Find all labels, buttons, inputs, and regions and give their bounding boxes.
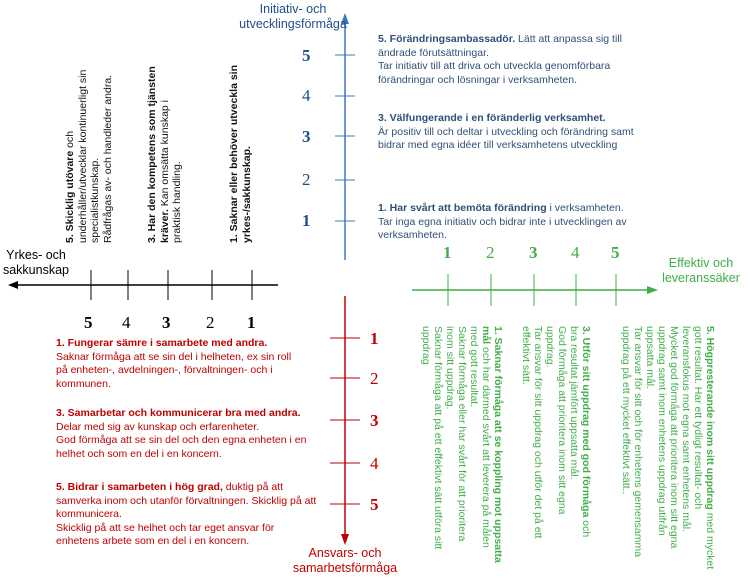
- left-d5-l4: Rådfrågas av- och handleder andra.: [101, 74, 114, 243]
- top-d1-text: i verksamheten.: [546, 202, 624, 214]
- right-d3-l5: Tar ansvar för sitt uppdrag och utför det på ett: [532, 326, 544, 539]
- bottom-d5-l3: kommunicera.: [56, 508, 122, 520]
- bottom-d1-title: 1. Fungerar sämre i samarbete med andra.: [56, 337, 268, 349]
- right-d5-l5: uppdrag samt inom enhetens uppdrag utifrån: [656, 326, 668, 536]
- bottom-d3-l2: Delar med sig av kunskap och erfarenheter.: [56, 420, 260, 433]
- bottom-axis-title-line2: samarbetsförmåga: [292, 561, 398, 575]
- left-d5-l2: underhåller/utvecklar kontinuerligt sin: [76, 69, 89, 243]
- left-description-3: [146, 66, 184, 243]
- right-axis-title: [655, 256, 747, 286]
- left-d3-l3: praktisk handling.: [171, 161, 183, 243]
- right-num-5: 5: [611, 243, 620, 262]
- left-description-5: [64, 70, 114, 243]
- left-d1-title: 1. Saknar eller behöver utveckla sin: [228, 64, 240, 243]
- top-d5-text2: Tar initiativ till att driva och utveckla genomförbara förändringar och lösningar i verksamheten.: [378, 60, 611, 86]
- bottom-d5-title: 5. Bidrar i samarbeten i hög grad,: [56, 481, 223, 493]
- right-d3-title: 3. Utför sitt uppdrag med god förmåga: [580, 326, 592, 518]
- bottom-num-1: 1: [370, 329, 379, 348]
- bottom-axis-arrow: [341, 534, 349, 545]
- bottom-num-4: 4: [370, 454, 379, 473]
- top-num-3: 3: [302, 127, 311, 146]
- right-num-3: 3: [529, 243, 538, 262]
- left-description-1: [228, 65, 253, 243]
- top-d3-title: 3. Välfungerande i en föränderlig verksamhet.: [378, 112, 606, 124]
- top-d5-text: Lätt att anpassa sig till ändrade förutsättningar.: [378, 33, 622, 59]
- right-d5-l6: uppsatta mål.: [644, 326, 656, 390]
- bottom-num-2: 2: [370, 369, 379, 388]
- right-description-1: [420, 326, 504, 563]
- bottom-axis-title: [280, 546, 410, 576]
- bottom-description-5: [56, 481, 341, 549]
- left-axis-title-line1: Yrkes- och: [6, 248, 66, 262]
- top-num-4: 4: [302, 86, 311, 105]
- right-d5-l3: leveransfokus mot egna samt enhetens mål.: [680, 326, 692, 533]
- left-num-5: 5: [84, 313, 93, 332]
- top-axis-title-line2: utvecklingsförmåga: [239, 17, 347, 31]
- left-d1-title2: yrkes-/sakkunskap.: [240, 146, 253, 243]
- bottom-d1-l4: kommunen.: [56, 377, 111, 390]
- right-d5-text: med mycket: [704, 509, 716, 570]
- right-d3-l6: effektivt sätt.: [520, 326, 532, 385]
- top-num-2: 2: [302, 170, 311, 189]
- right-axis-arrow: [647, 286, 658, 294]
- bottom-d1-l3: på enheten-, avdelningen-, förvaltningen- och i: [56, 364, 273, 376]
- bottom-d3-l3: God förmåga att se sin del och den egna enheten i en: [56, 434, 307, 446]
- right-d5-title: 5. Högpresterande inom sitt uppdrag: [704, 326, 716, 510]
- top-d5-title: 5. Förändringsambassadör.: [378, 33, 516, 45]
- bottom-d3-l4: helhet och som en del i en koncern.: [56, 447, 222, 460]
- right-description-3: [520, 326, 592, 538]
- right-num-4: 4: [571, 243, 580, 262]
- right-d1-l7: uppdrag: [420, 326, 432, 365]
- right-d3-l3: God förmåga att prioritera inom sitt egna: [556, 326, 568, 515]
- left-d3-title2: kräver.: [158, 209, 171, 243]
- bottom-d5-text: duktig på att: [222, 481, 284, 493]
- bottom-d3-title: 3. Samarbetar och kommunicerar bra med andra.: [56, 407, 301, 419]
- top-d1-title: 1. Har svårt att bemöta förändring: [378, 202, 547, 214]
- left-num-4: 4: [122, 313, 131, 332]
- right-num-2: 2: [486, 243, 495, 262]
- bottom-num-3: 3: [370, 411, 379, 430]
- top-num-1: 1: [302, 211, 311, 230]
- right-d5-l8: uppdrag på ett mycket effektivt sätt..: [620, 326, 632, 495]
- right-d1-l6: Saknar förmåga att på ett effektivt sätt utföra sitt: [432, 326, 444, 550]
- top-description-5: [378, 33, 643, 87]
- left-num-3: 3: [162, 313, 171, 332]
- left-num-2: 2: [206, 313, 215, 332]
- right-d3-l2: bra resultat jämfört uppsatta mål.: [568, 326, 580, 480]
- left-num-1: 1: [247, 313, 256, 332]
- top-axis-title-line1: Initiativ- och: [259, 2, 327, 16]
- right-d5-l2: gott resultat. Har ett tydligt resultat- och: [692, 326, 704, 510]
- left-d5-title: 5. Skicklig utövare: [64, 150, 76, 243]
- right-d1-title2: mål: [480, 326, 492, 345]
- bottom-d1-l2: Saknar förmåga att se sin del i helheten, ex sin roll: [56, 350, 292, 363]
- top-d3-text: Är positiv till och deltar i utveckling och förändring samt bidrar med egna idéer till verksamhetens utveckling: [378, 125, 634, 151]
- left-d3-text: Kan omsätta kunskap i: [158, 99, 171, 210]
- left-axis-title: [0, 248, 72, 278]
- right-d3-text: och: [580, 517, 592, 538]
- left-axis-arrow: [8, 281, 18, 289]
- bottom-d5-l2: samverka inom och utanför förvaltningen. Skicklig på att: [56, 494, 317, 507]
- top-axis-title: [228, 2, 358, 32]
- left-d5-text: och: [64, 130, 76, 151]
- left-d5-l3: specialistkunskap.: [89, 157, 101, 243]
- left-d3-title: 3. Har den kompetens som tjänsten: [146, 66, 158, 243]
- top-d1-text2: Tar inga egna initiativ och bidrar inte i utvecklingen av verksamheten.: [378, 215, 627, 241]
- bottom-d5-l5: enhetens arbete som en del i en koncern.: [56, 535, 250, 547]
- right-d1-title: 1. Saknar förmåga att se koppling mot uppsatta: [492, 326, 504, 563]
- right-description-5: [620, 326, 716, 569]
- bottom-description-3: [56, 407, 341, 461]
- bottom-num-5: 5: [370, 495, 379, 514]
- right-d5-l7: Tar ansvar för sitt och för enhetens gemensamma: [632, 326, 644, 558]
- right-d1-l5: inom sitt uppdrag.: [444, 326, 456, 410]
- right-d3-l4: uppdrag.: [544, 326, 556, 368]
- right-d5-l4: Mycket god förmåga att prioritera inom sitt egna: [668, 326, 680, 549]
- top-num-5: 5: [302, 46, 311, 65]
- right-axis-title-line1: Effektiv och: [668, 256, 734, 270]
- right-axis-title-line2: leveranssäker: [662, 271, 740, 285]
- right-num-1: 1: [443, 243, 452, 262]
- left-axis-title-line2: sakkunskap: [2, 263, 69, 277]
- right-d1-text: och har därmed svårt att leverera på målen: [480, 344, 492, 548]
- right-d1-l3: med gott resultat.: [468, 326, 480, 408]
- bottom-d5-l4: Skicklig på att se helhet och tar eget ansvar för: [56, 521, 275, 534]
- bottom-description-1: [56, 337, 341, 391]
- top-description-1: [378, 202, 648, 243]
- bottom-axis-title-line1: Ansvars- och: [308, 546, 382, 560]
- top-description-3: [378, 112, 636, 153]
- right-d1-l4: Saknar förmåga eller har svårt för att prioritera: [456, 326, 468, 542]
